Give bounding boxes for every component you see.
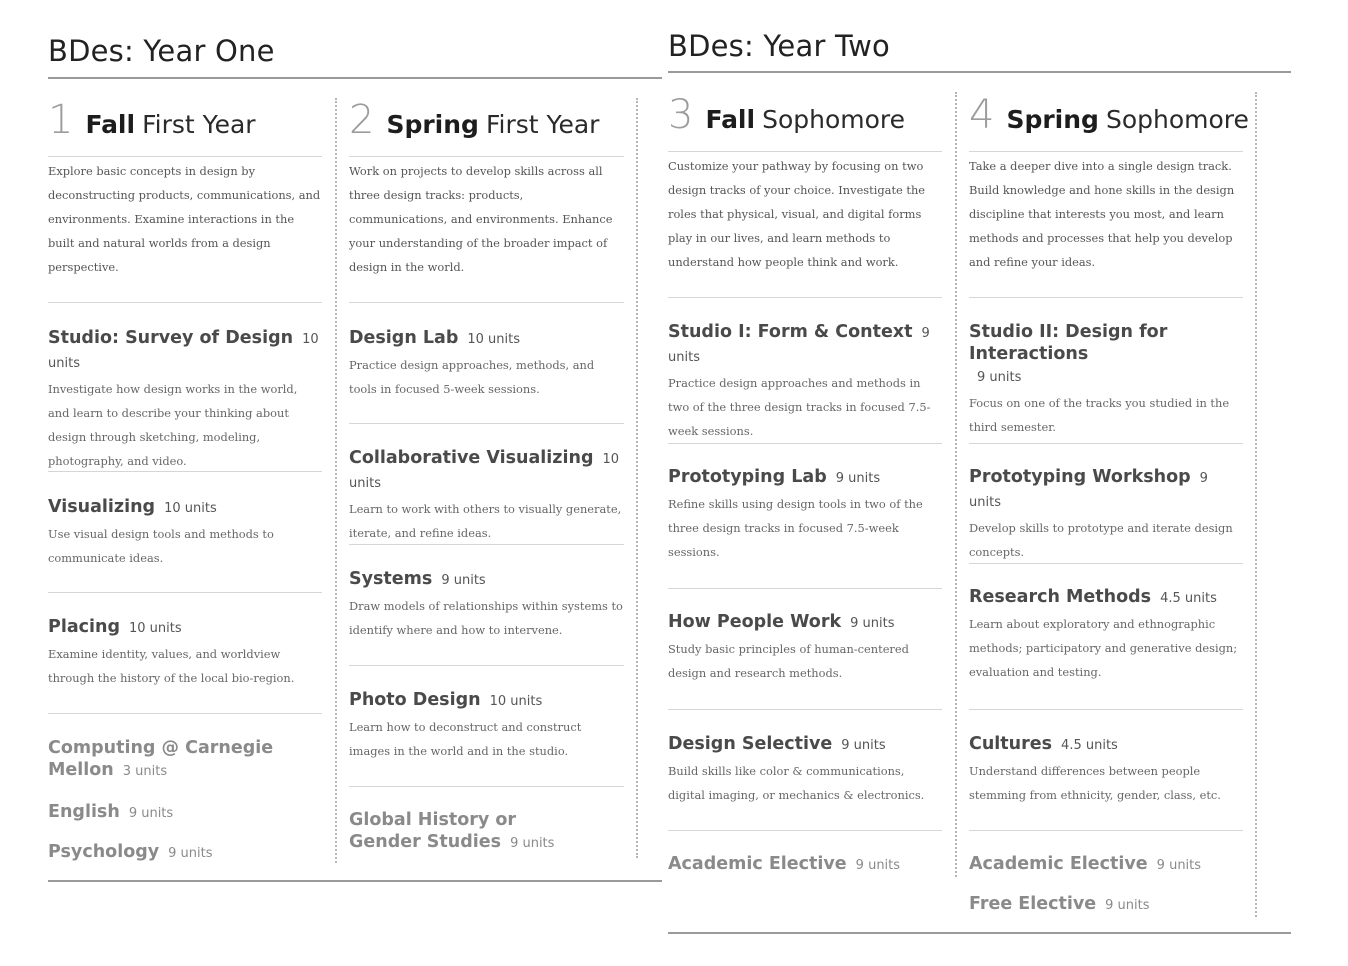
divider [349,302,624,303]
course-description: Learn how to deconstruct and construct images in the world and in the studio. [349,720,582,758]
course-title: Systems [349,569,433,589]
course-how-people-work [668,611,942,685]
year-two-top-rule [668,71,1291,73]
course-title: Global History or Gender Studies [349,810,517,852]
divider [349,423,624,424]
course-title: Collaborative Visualizing [349,448,594,468]
course-description: Examine identity, values, and worldview through the history of the local bio-region. [48,647,295,685]
course-description: Build skills like color & communications, digital imaging, or mechanics & electronics. [668,764,925,802]
semester-label: Sophomore [1105,105,1249,134]
year-one-top-rule [48,77,662,79]
course-photo-design [349,689,624,763]
semester-season: Spring [386,110,479,139]
course-units: 9 units [855,858,901,873]
course-title: How People Work [668,612,842,632]
course-academic-elective [969,853,1243,877]
course-units: 9 units [441,573,486,588]
course-units: 3 units [122,764,168,779]
course-description: Study basic principles of human-centered design and research methods. [668,642,909,680]
semester-4-column [969,92,1249,925]
course-studio-survey [48,327,322,473]
course-units: 9 units [977,370,1022,385]
course-title: Photo Design [349,690,481,710]
course-design-lab [349,327,624,401]
dotted-column-separator [1255,92,1257,917]
divider [969,443,1243,444]
course-prototyping-workshop [969,466,1243,564]
course-visualizing [48,496,322,570]
course-prototyping-lab [668,466,942,564]
divider [668,830,942,831]
course-units: 10 units [467,332,521,347]
year-two-title: BDes: Year Two [668,29,890,63]
dotted-column-separator [335,98,337,863]
divider [969,297,1243,298]
semester-1-heading [48,97,322,146]
course-description: Learn to work with others to visually generate, iterate, and refine ideas. [349,502,622,540]
semester-season: Fall [705,105,756,134]
course-description: Practice design approaches and methods in two of the three design tracks in focused 7.5-week sessions. [668,376,931,438]
semester-description: Take a deeper dive into a single design track. Build knowledge and hone skills in the design discipline that interests you most, and learn methods and processes that help you develop and refine your ideas. [969,159,1235,269]
course-units: 4.5 units [1061,738,1118,753]
course-free-elective [969,893,1243,917]
course-units: 4.5 units [1160,591,1217,606]
course-collaborative-visualizing [349,447,624,545]
course-units: 9 units [510,836,555,851]
course-title: Studio I: Form & Context [668,322,913,342]
course-title: Research Methods [969,587,1152,607]
divider [48,471,322,472]
divider [668,709,942,710]
course-title: Prototyping Lab [668,467,827,487]
divider [668,297,942,298]
course-description: Use visual design tools and methods to communicate ideas. [48,527,274,565]
divider [668,443,942,444]
course-description: Learn about exploratory and ethnographic methods; participatory and generative design; evaluation and testing. [969,617,1238,679]
semester-2-column [349,97,624,870]
course-description: Practice design approaches, methods, and tools in focused 5-week sessions. [349,358,595,396]
semester-description: Work on projects to develop skills across all three design tracks: products, communications, and environments. Enhance your understanding of the broader impact of design in the world. [349,164,613,274]
course-studio-design-interactions [969,321,1243,439]
course-title: Studio: Survey of Design [48,328,294,348]
course-cultures [969,733,1243,807]
divider [349,665,624,666]
semester-1-column [48,97,322,870]
semester-3-column [668,92,942,895]
course-title: Computing @ Carnegie Mellon [48,738,274,780]
course-systems [349,568,624,642]
course-title: Prototyping Workshop [969,467,1191,487]
course-global-history [349,809,569,855]
semester-label: Sophomore [762,105,906,134]
heading-rule [349,156,624,157]
semester-season: Spring [1006,105,1099,134]
course-title: Academic Elective [668,854,847,874]
year-one-title: BDes: Year One [48,34,275,68]
dotted-column-separator [636,98,638,858]
semester-description: Customize your pathway by focusing on two design tracks of your choice. Investigate the roles that physical, visual, and digital forms play in our lives, and learn methods to understand how people think and work. [668,159,926,269]
course-title: Academic Elective [969,854,1148,874]
course-units: 10 units [349,452,620,491]
course-units: 10 units [48,332,319,371]
course-units: 9 units [850,616,895,631]
semester-4-heading [969,92,1249,141]
course-english [48,801,322,825]
semester-number: 4 [969,92,995,138]
course-placing [48,616,322,690]
dotted-column-separator [955,92,957,877]
semester-number: 3 [668,92,694,138]
heading-rule [668,151,942,152]
course-description: Investigate how design works in the world, and learn to describe your thinking about design through sketching, modeling, photography, and video. [48,382,298,468]
course-units: 9 units [835,471,881,486]
course-units: 9 units [1156,858,1202,873]
course-title: English [48,802,120,822]
course-research-methods [969,586,1243,684]
course-academic-elective [668,853,942,877]
course-title: Design Selective [668,734,833,754]
semester-number: 1 [48,97,74,143]
course-computing [48,737,322,783]
course-title: Visualizing [48,497,156,517]
course-title: Placing [48,617,120,637]
year-one-bottom-rule [48,880,662,882]
semester-3-heading [668,92,942,141]
heading-rule [969,151,1243,152]
divider [969,830,1243,831]
divider [969,563,1243,564]
course-title: Cultures [969,734,1053,754]
divider [969,709,1243,710]
course-description: Refine skills using design tools in two of the three design tracks in focused 7.5-week sessions. [668,497,923,559]
divider [349,786,624,787]
course-description: Develop skills to prototype and iterate design concepts. [969,521,1233,559]
course-units: 9 units [668,326,930,365]
semester-number: 2 [349,97,375,143]
divider [349,544,624,545]
course-description: Draw models of relationships within systems to identify where and how to intervene. [349,599,623,637]
course-studio-form-context [668,321,942,443]
divider [48,592,322,593]
year-two-bottom-rule [668,932,1291,934]
course-units: 9 units [841,738,886,753]
divider [668,588,942,589]
heading-rule [48,156,322,157]
semester-label: First Year [142,110,256,139]
course-design-selective [668,733,942,807]
course-units: 9 units [168,846,213,861]
course-units: 9 units [969,471,1208,510]
course-title: Free Elective [969,894,1097,914]
semester-season: Fall [85,110,136,139]
divider [48,302,322,303]
semester-label: First Year [485,110,600,139]
course-title: Psychology [48,842,160,862]
semester-description: Explore basic concepts in design by deconstructing products, communications, and environments. Examine interactions in the built and natural worlds from a design perspective. [48,164,321,274]
course-psychology [48,841,322,865]
divider [48,713,322,714]
course-title: Studio II: Design for Interactions [969,322,1168,364]
course-units: 10 units [164,501,217,516]
course-description: Understand differences between people stemming from ethnicity, gender, class, etc. [969,764,1221,802]
course-units: 10 units [129,621,182,636]
course-description: Focus on one of the tracks you studied in the third semester. [969,396,1230,434]
course-units: 9 units [1105,898,1150,913]
semester-2-heading [349,97,624,146]
course-units: 9 units [128,806,174,821]
course-units: 10 units [489,694,543,709]
course-title: Design Lab [349,328,459,348]
